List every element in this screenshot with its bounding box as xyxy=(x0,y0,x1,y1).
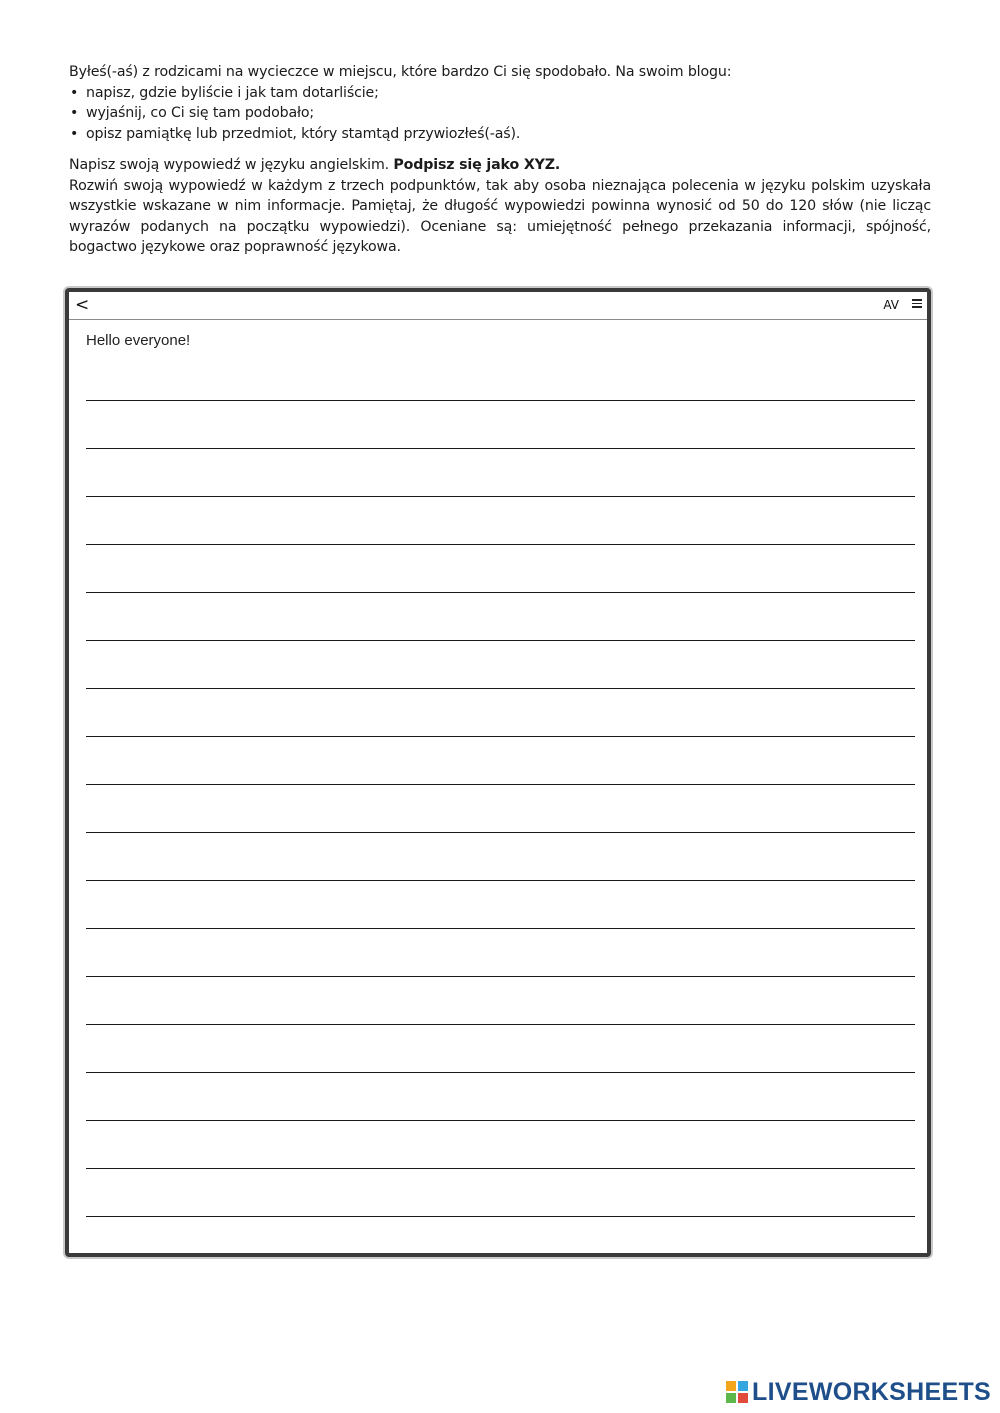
develop-note: Rozwiń swoją wypowiedź w każdym z trzech podpunktów, tak aby osoba nieznająca polecenia w języku polskim uzyskała wszystkie wskazane w nim informacje. Pamiętaj, że długość wypowiedzi powinna wynosić od 50 do 120 słów (nie licząc wyrazów podanych na początku wypowiedzi). Oceniane są: umiejętność pełnego przekazania informacji, spójność, bogactwo językowe oraz poprawność językowa. xyxy=(69,177,931,255)
writing-line[interactable] xyxy=(86,1072,915,1073)
writing-line[interactable] xyxy=(86,736,915,737)
task-instructions xyxy=(69,155,931,176)
task-language-line: Napisz swoją wypowiedź w języku angielskim. xyxy=(69,157,389,173)
task-bullet-list xyxy=(69,83,931,145)
writing-box xyxy=(65,288,931,1257)
task-bullet: • wyjaśnij, co Ci się tam podobało; xyxy=(69,103,931,124)
back-button[interactable] xyxy=(75,295,89,315)
writing-line[interactable] xyxy=(86,880,915,881)
hamburger-menu-icon xyxy=(912,299,922,308)
instructions-block xyxy=(69,62,931,258)
brand-mark xyxy=(726,1379,991,1405)
writing-line[interactable] xyxy=(86,496,915,497)
task-bullet: • napisz, gdzie byliście i jak tam dotarliście; xyxy=(69,83,931,104)
collapse-toggle-icon: AV xyxy=(883,298,899,312)
writing-line[interactable] xyxy=(86,1216,915,1217)
writing-line[interactable] xyxy=(86,400,915,401)
chevron-left-icon: < xyxy=(75,295,90,315)
liveworksheets-logo-icon xyxy=(726,1381,748,1403)
writing-line[interactable] xyxy=(86,832,915,833)
greeting-text: Hello everyone! xyxy=(86,332,191,349)
brand-name: LIVEWORKSHEETS xyxy=(752,1377,991,1406)
task-bullet: • opisz pamiątkę lub przedmiot, który stamtąd przywiozłeś(-aś). xyxy=(69,124,931,145)
writing-line[interactable] xyxy=(86,640,915,641)
writing-line[interactable] xyxy=(86,1120,915,1121)
task-intro: Byłeś(-aś) z rodzicami na wycieczce w miejscu, które bardzo Ci się spodobało. Na swoim blogu: xyxy=(69,64,732,80)
writing-box-toolbar xyxy=(69,292,927,320)
writing-line[interactable] xyxy=(86,928,915,929)
sign-note: Podpisz się jako XYZ. xyxy=(393,157,561,173)
writing-line[interactable] xyxy=(86,976,915,977)
collapse-toggle-button[interactable] xyxy=(883,297,899,313)
writing-line[interactable] xyxy=(86,1024,915,1025)
writing-line[interactable] xyxy=(86,448,915,449)
writing-line[interactable] xyxy=(86,688,915,689)
writing-line[interactable] xyxy=(86,1168,915,1169)
writing-line[interactable] xyxy=(86,592,915,593)
menu-button[interactable] xyxy=(912,299,922,310)
writing-line[interactable] xyxy=(86,784,915,785)
writing-line[interactable] xyxy=(86,544,915,545)
